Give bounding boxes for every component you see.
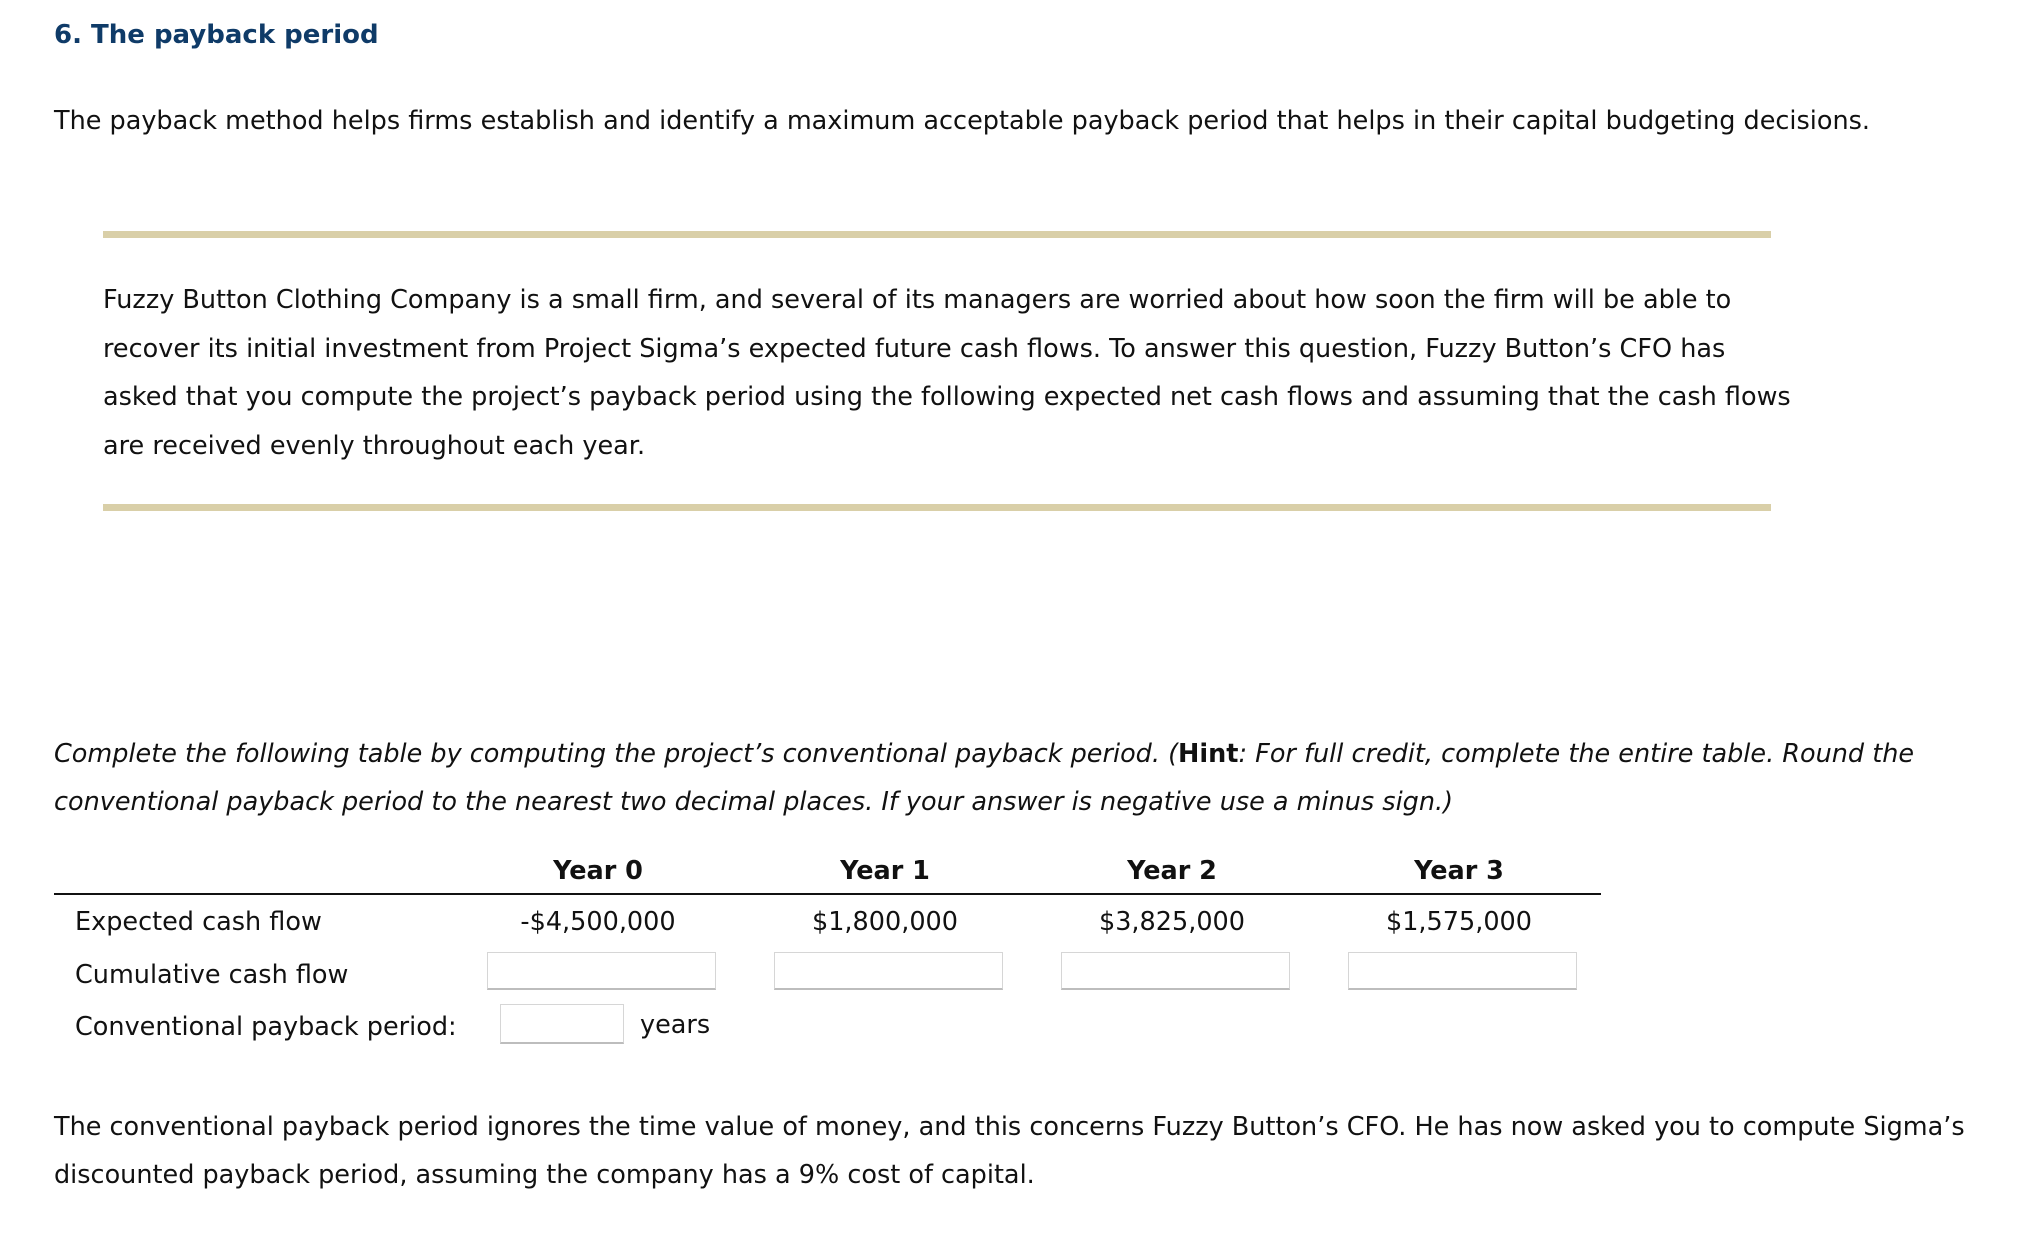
cumulative-cash-flow-year-3-input[interactable] <box>1348 952 1577 990</box>
instructions-before: Complete the following table by computing the project’s conventional payback period. ( <box>54 739 1179 769</box>
cumulative-cash-flow-year-2-input[interactable] <box>1061 952 1290 990</box>
cumulative-cash-flow-label: Cumulative cash flow <box>75 960 349 990</box>
scenario-top-divider <box>103 231 1771 238</box>
intro-text: The payback method helps firms establish and identify a maximum acceptable payback period that helps in their capital budgeting decisions. <box>54 106 1871 136</box>
cumulative-cash-flow-year-0-input[interactable] <box>487 952 716 990</box>
column-header-year-0: Year 0 <box>553 856 643 886</box>
expected-cash-flow-year-1: $1,800,000 <box>811 907 958 937</box>
payback-period-unit: years <box>640 1010 711 1040</box>
closing-text: The conventional payback period ignores the time value of money, and this concerns Fuzzy Button’s CFO. He has now asked you to compute Sigma’s discounted payback period, assuming the company has a 9% cost of capital. <box>54 1112 1965 1190</box>
table-instructions <box>54 730 1994 826</box>
expected-cash-flow-year-2: $3,825,000 <box>1098 907 1245 937</box>
payback-period-label: Conventional payback period: <box>75 1012 457 1042</box>
hint-colon: : <box>1238 739 1248 769</box>
payback-period-input[interactable] <box>500 1004 624 1044</box>
problem-title: 6. The payback period <box>54 20 379 50</box>
hint-label: Hint <box>1178 739 1239 769</box>
expected-cash-flow-year-0: -$4,500,000 <box>520 907 676 937</box>
instructions-after: For full credit, complete the entire table. Round the conventional payback period to the nearest two decimal places. If your answer is negative use a minus sign.) <box>54 739 1915 817</box>
scenario-bottom-divider <box>103 504 1771 511</box>
cumulative-cash-flow-year-1-input[interactable] <box>774 952 1003 990</box>
expected-cash-flow-year-3: $1,575,000 <box>1385 907 1532 937</box>
scenario-text: Fuzzy Button Clothing Company is a small firm, and several of its managers are worried about how soon the firm will be able to recover its initial investment from Project Sigma’s expected future cash flows. To answer this question, Fuzzy Button’s CFO has asked that you compute the project’s payback period using the following expected net cash flows and assuming that the cash flows are received evenly throughout each year. <box>103 285 1791 461</box>
column-header-year-3: Year 3 <box>1414 856 1504 886</box>
table-header-divider <box>54 893 1601 895</box>
expected-cash-flow-label: Expected cash flow <box>75 907 322 937</box>
column-header-year-2: Year 2 <box>1127 856 1217 886</box>
column-header-year-1: Year 1 <box>840 856 930 886</box>
